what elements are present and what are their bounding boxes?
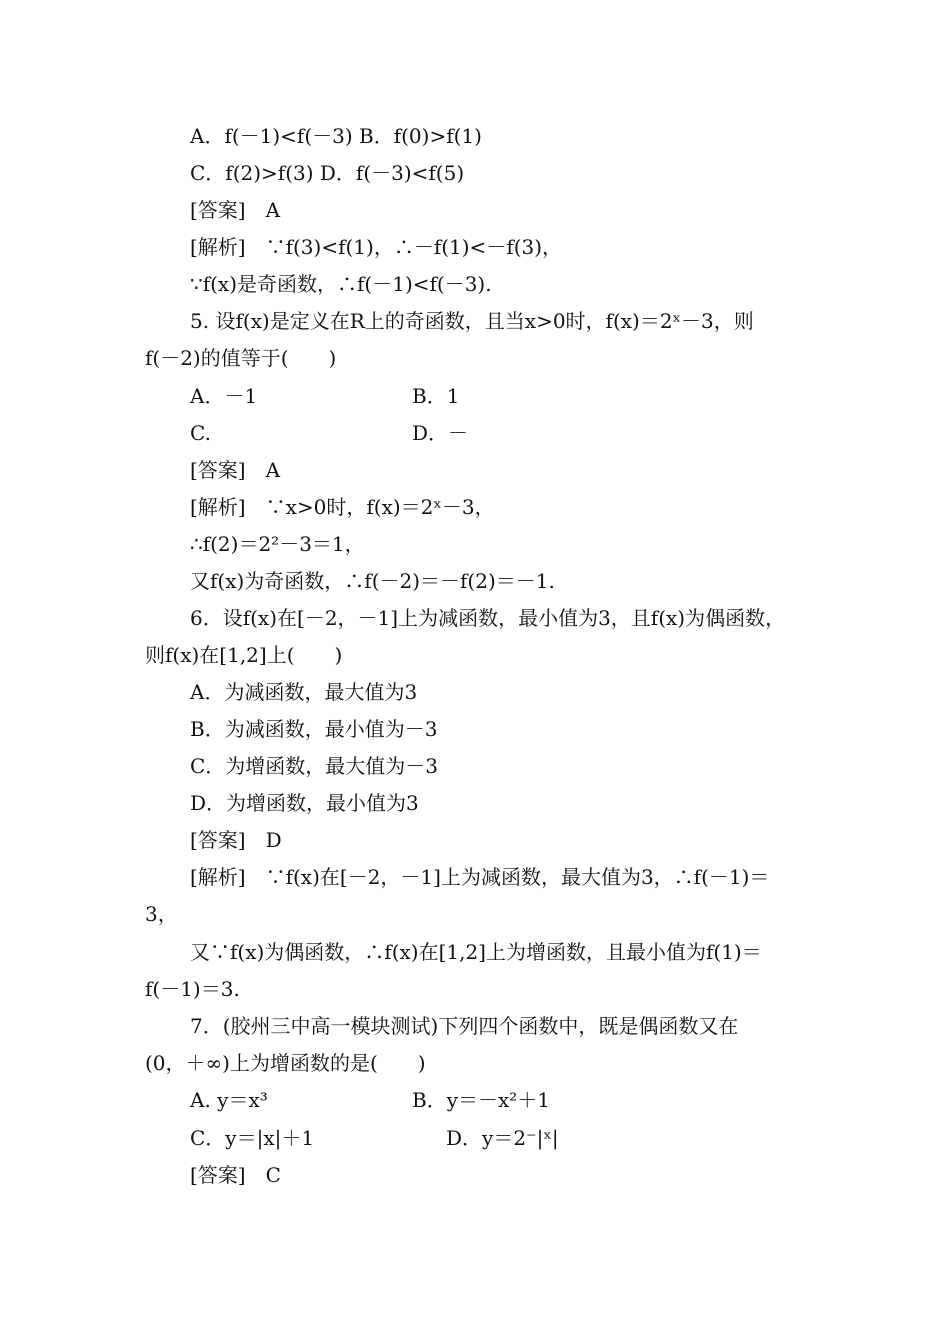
question-5: 5. 设f(x)是定义在R上的奇函数，且当x>0时，f(x)＝2ˣ－3，则 [190,309,754,333]
question-7-cont: (0，＋∞)上为增函数的是( ) [145,1051,426,1075]
text-line: C．f(2)>f(3) D．f(－3)<f(5) [190,161,465,185]
option-c: C．为增函数，最大值为－3 [190,754,439,778]
analysis-line: [解析] ∵f(x)在[－2，－1]上为减函数，最大值为3，∴f(－1)＝ [190,865,770,889]
option-b: B．1 [412,384,460,408]
analysis-line: 又∵f(x)为偶函数，∴f(x)在[1,2]上为增函数，且最小值为f(1)＝ [190,940,762,964]
option-a: A．为减函数，最大值为3 [190,680,418,704]
option-d: D．y＝2⁻|ˣ| [446,1126,559,1150]
option-a: A．－1 [190,384,258,408]
analysis-line: [解析] ∵x>0时，f(x)＝2ˣ－3， [190,495,495,519]
question-5-cont: f(－2)的值等于( ) [145,346,337,370]
option-c: C．y＝|x|＋1 [190,1126,315,1150]
answer-line: [答案] A [190,198,281,222]
analysis-line: 3， [145,902,178,926]
analysis-line: ∵f(x)是奇函数，∴f(－1)<f(－3). [190,272,492,296]
option-d: D．为增函数，最小值为3 [190,791,419,815]
option-b: B．y＝－x²＋1 [412,1088,551,1112]
question-6: 6．设f(x)在[－2，－1]上为减函数，最小值为3，且f(x)为偶函数， [190,606,786,630]
answer-line: [答案] D [190,828,282,852]
option-c: C. [190,421,211,445]
option-d: D．－ [412,421,469,445]
analysis-line: [解析] ∵f(3)<f(1)，∴－f(1)<－f(3)， [190,235,563,259]
question-6-cont: 则f(x)在[1,2]上( ) [145,643,343,667]
answer-line: [答案] C [190,1163,281,1187]
analysis-line: 又f(x)为奇函数，∴f(－2)＝－f(2)＝－1. [190,569,555,593]
option-a: A. y＝x³ [190,1088,268,1112]
answer-line: [答案] A [190,458,281,482]
analysis-line: ∴f(2)＝2²－3＝1， [190,532,365,556]
text-line: A．f(－1)<f(－3) B．f(0)>f(1) [190,124,482,148]
question-7: 7．(胶州三中高一模块测试)下列四个函数中，既是偶函数又在 [190,1014,739,1038]
analysis-line: f(－1)＝3. [145,977,240,1001]
option-b: B．为减函数，最小值为－3 [190,717,438,741]
